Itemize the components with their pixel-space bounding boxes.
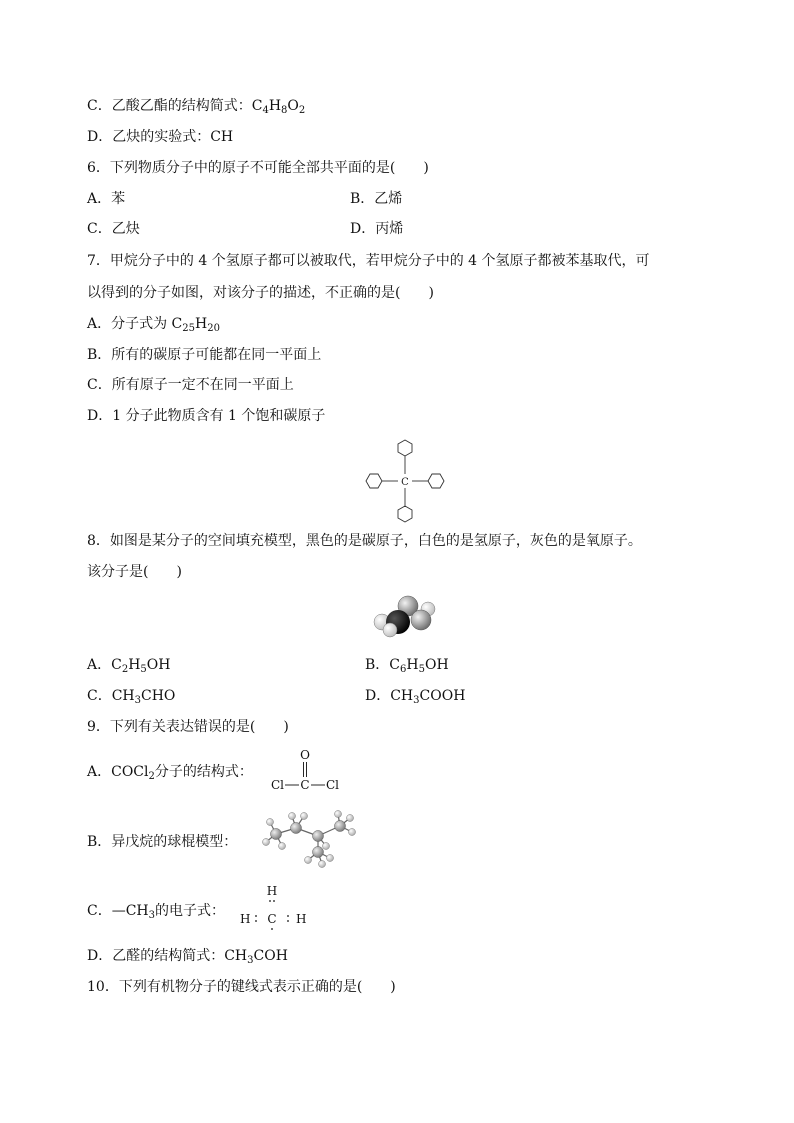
carbon-label: C [267, 912, 277, 926]
isopentane-ball-stick-figure [256, 808, 360, 872]
carbon-label: C [300, 778, 310, 792]
q7-option-b: B．所有的碳原子可能都在同一平面上 [87, 347, 322, 363]
q5-option-d: D．乙炔的实验式：CH [87, 129, 234, 145]
q9-option-a: A．COCl$_2$分子的结构式： [87, 764, 253, 782]
chlorine-right-label: Cl [326, 778, 340, 792]
q9-option-d: D．乙醛的结构简式：$CH_3COH$ [87, 948, 288, 966]
q6-stem: 6．下列物质分子中的原子不可能全部共平面的是( ) [87, 160, 429, 176]
q7-option-a: A．分子式为 $C_{25}H_{20}$ [87, 316, 220, 334]
q8-stem-line1: 8．如图是某分子的空间填充模型，黑色的是碳原子，白色的是氢原子，灰色的是氧原子。 [87, 533, 642, 549]
q8-option-c: C．$CH_3CHO$ [87, 688, 176, 706]
q6-option-c: C．乙炔 [87, 221, 140, 237]
hydrogen-top-label: H [266, 884, 278, 898]
central-carbon-label: C [401, 477, 409, 488]
hydrogen-left-label: H [240, 912, 251, 926]
cocl2-structure-figure [268, 745, 344, 795]
q9-option-c: C．$—CH_3$的电子式： [87, 903, 226, 921]
q7-option-d: D．1 分子此物质含有 1 个饱和碳原子 [87, 408, 326, 424]
space-filling-model-figure [368, 592, 440, 642]
q8-option-a: A．$C_2H_5OH$ [87, 657, 171, 675]
methyl-electron-dot-figure [236, 882, 312, 934]
hydrogen-right-label: H [296, 912, 307, 926]
q7-stem-line2: 以得到的分子如图，对该分子的描述，不正确的是( ) [87, 285, 434, 301]
q7-stem-line1: 7．甲烷分子中的 4 个氢原子都可以被取代，若甲烷分子中的 4 个氢原子都被苯基取代，可 [87, 253, 650, 269]
q9-stem: 9．下列有关表达错误的是( ) [87, 719, 289, 735]
q6-option-d: D．丙烯 [350, 221, 404, 237]
q8-option-b: B．$C_6H_5OH$ [365, 657, 449, 675]
q8-option-d: D．$CH_3COOH$ [365, 688, 466, 706]
chlorine-left-label: Cl [271, 778, 285, 792]
q6-option-b: B．乙烯 [350, 191, 403, 207]
q8-stem-line2: 该分子是( ) [87, 564, 182, 580]
q7-option-c: C．所有原子一定不在同一平面上 [87, 377, 294, 393]
q9-option-b: B．异戊烷的球棍模型： [87, 834, 238, 850]
tetraphenylmethane-figure [360, 436, 450, 526]
oxygen-label: O [300, 748, 310, 762]
q6-option-a: A．苯 [87, 191, 126, 207]
q10-stem: 10．下列有机物分子的键线式表示正确的是( ) [87, 979, 396, 995]
q5-option-c: C．乙酸乙酯的结构简式：$C_4H_8O_2$ [87, 98, 306, 116]
